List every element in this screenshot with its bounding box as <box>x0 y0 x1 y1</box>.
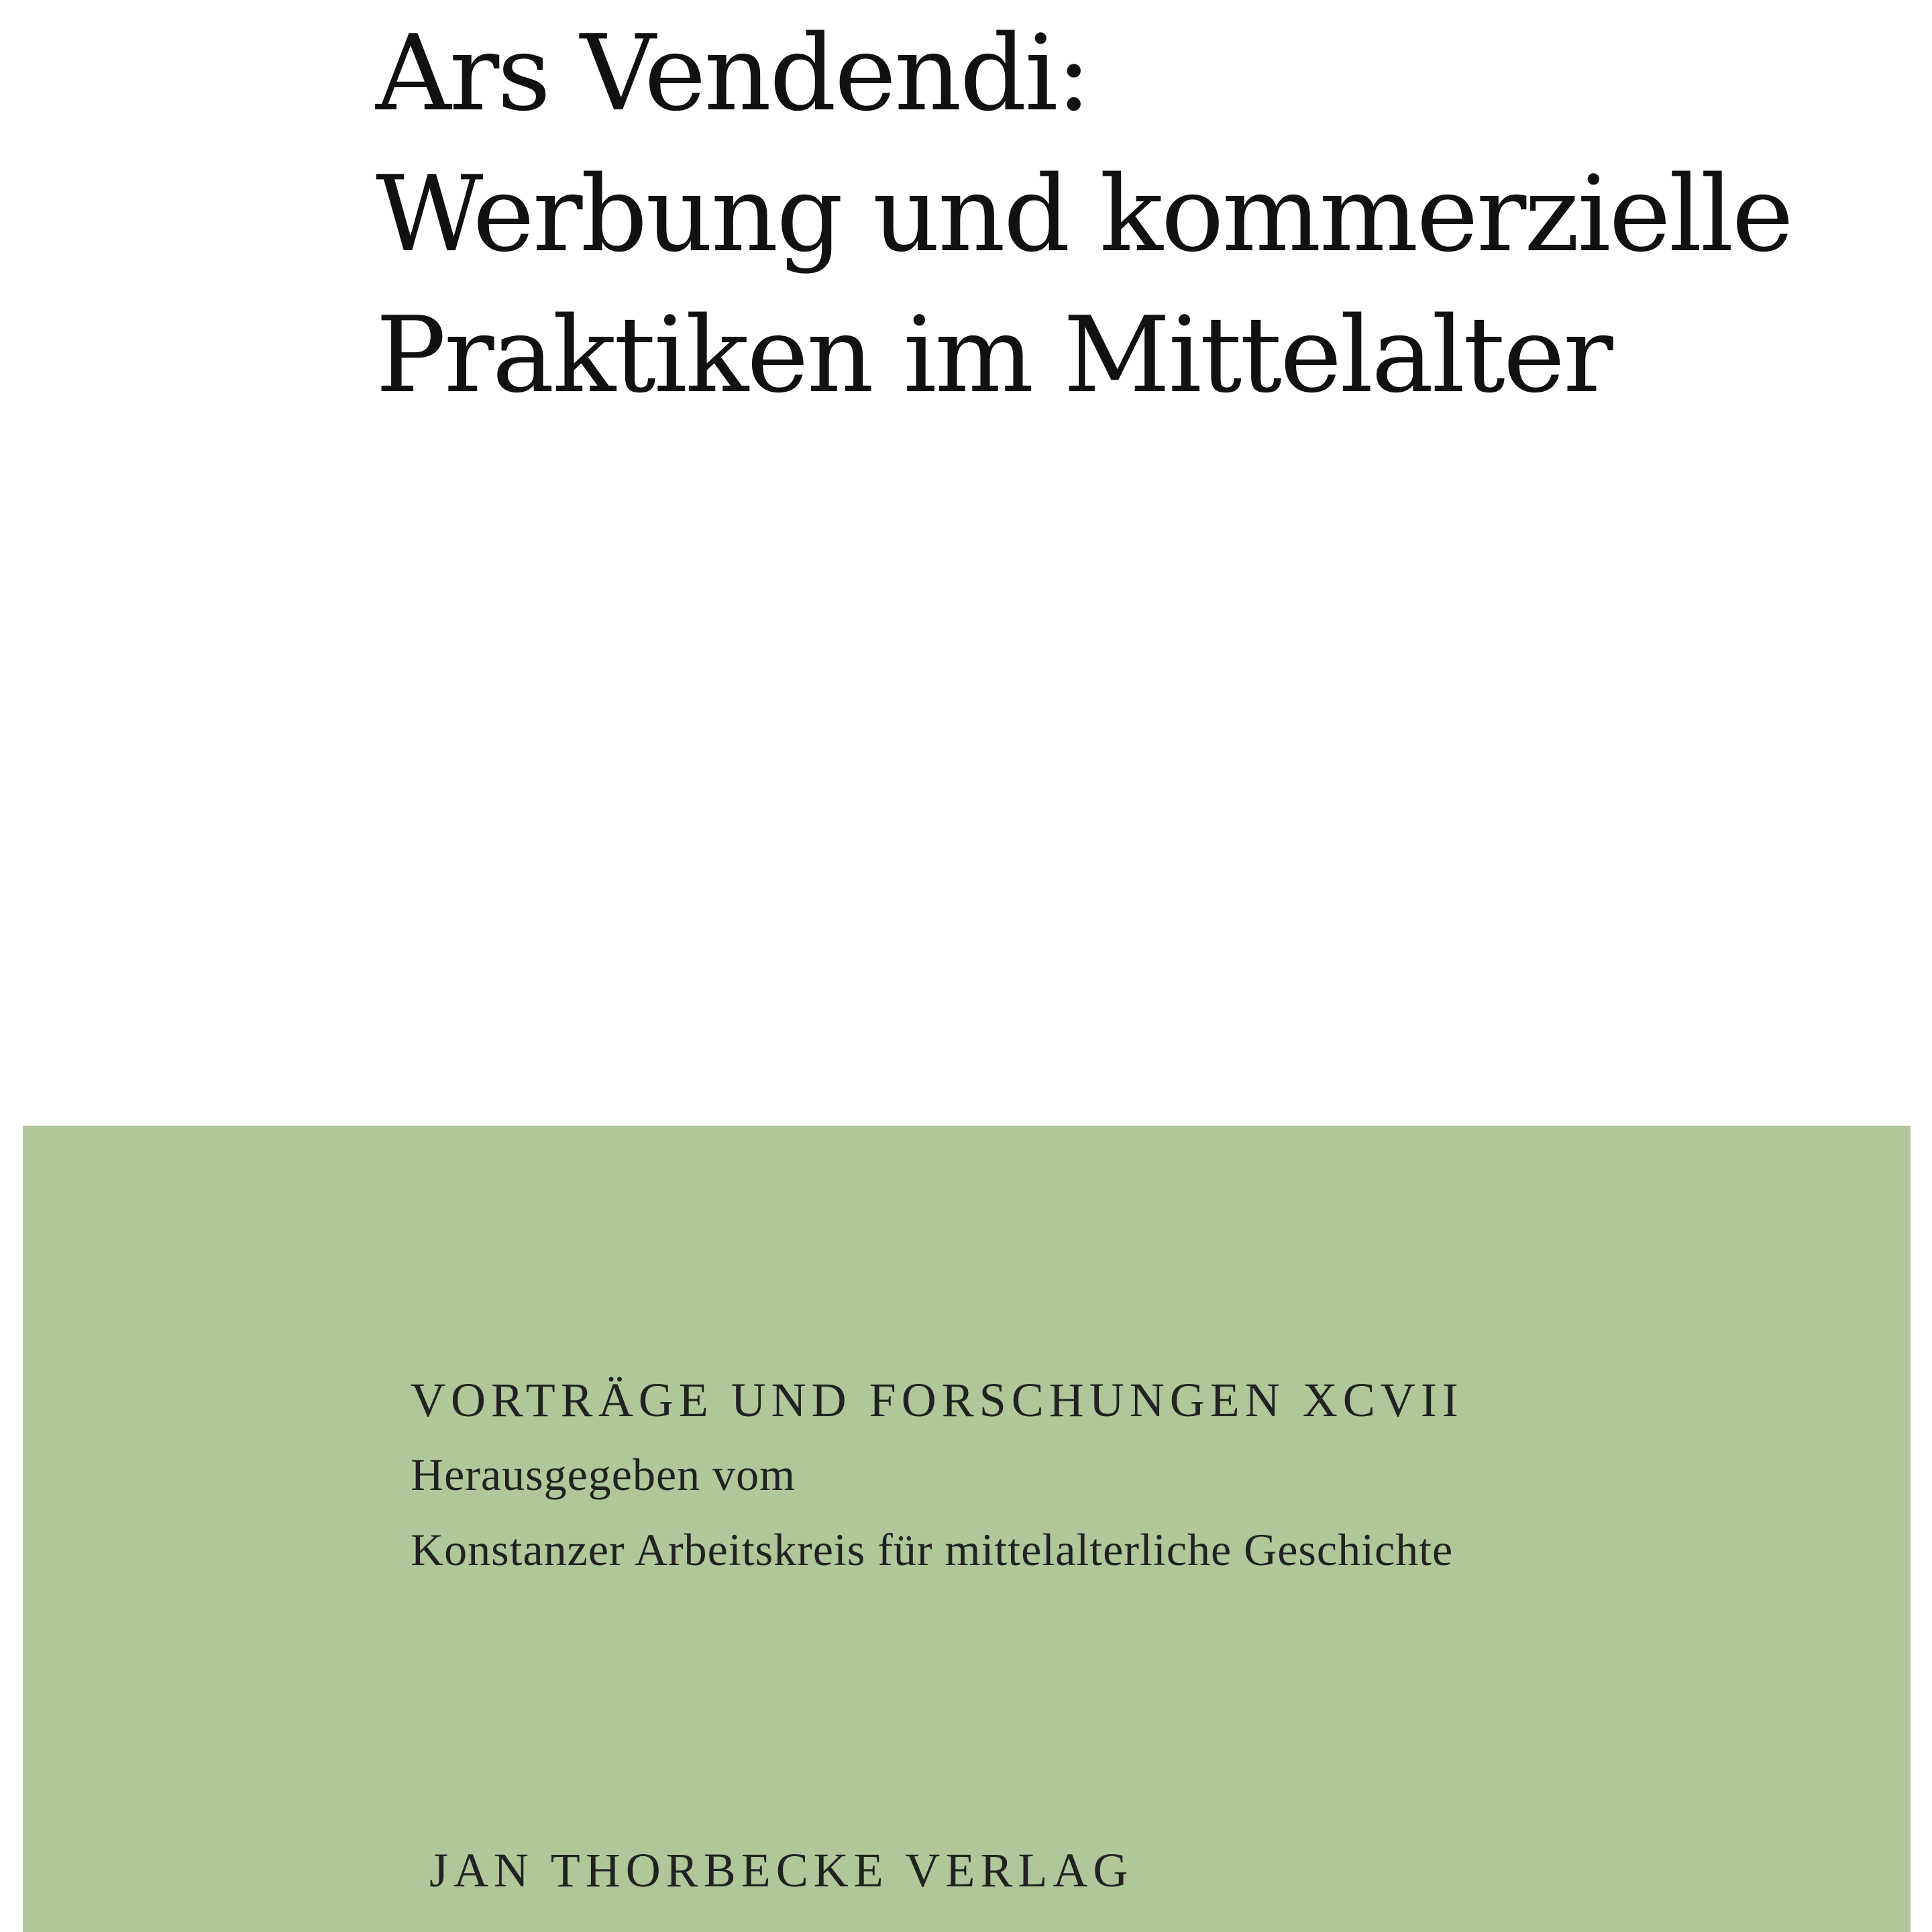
editor-intro: Herausgegeben vom <box>411 1449 796 1500</box>
series-name: VORTRÄGE UND FORSCHUNGEN XCVII <box>411 1373 1464 1427</box>
title-line-1: Ars Vendendi: <box>376 12 1089 134</box>
title-line-3: Praktiken im Mittelalter <box>376 294 1611 416</box>
series-information <box>411 1363 1464 1587</box>
book-title <box>376 3 1851 425</box>
publisher-name: JAN THORBECKE VERLAG <box>429 1843 1134 1897</box>
editor-organization: Konstanzer Arbeitskreis für mittelalterliche Geschichte <box>411 1524 1454 1575</box>
title-line-2: Werbung und kommerzielle <box>376 153 1792 275</box>
